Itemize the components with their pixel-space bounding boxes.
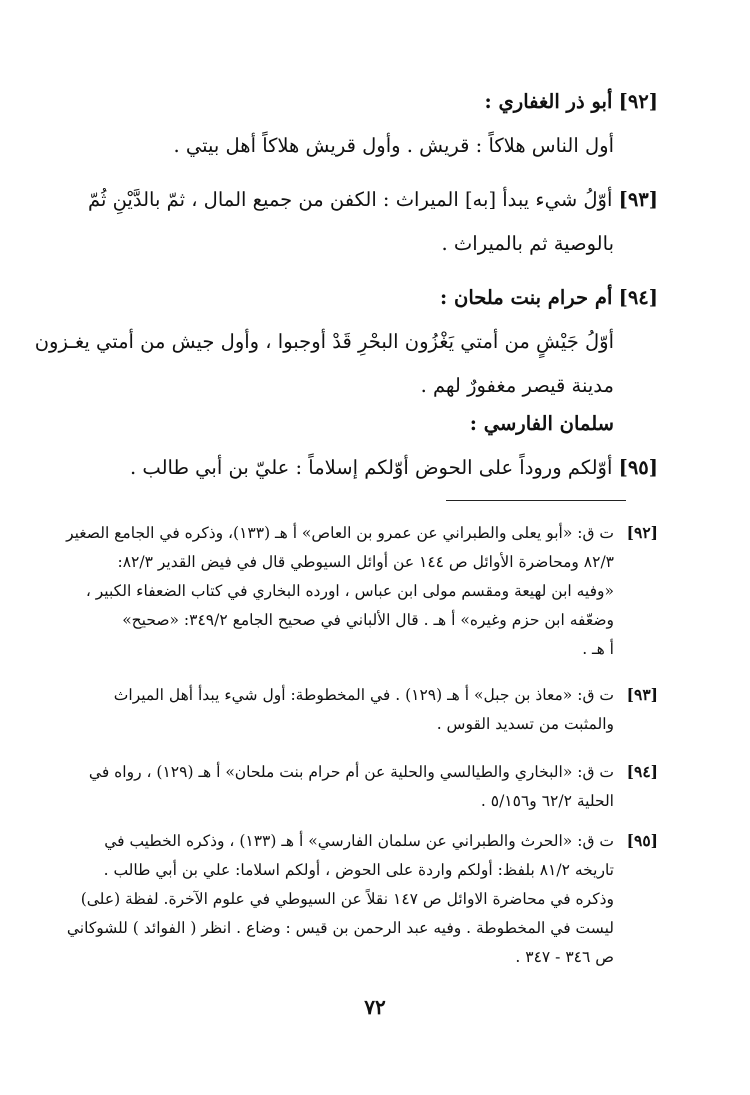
entry-93-first-line: [68, 178, 658, 222]
entry-text-line: أول الناس هلاكاً : قريش . وأول قريش هلاكاً أهل بيتي .: [173, 134, 614, 157]
footnote-line: تاريخه ٨١/٢ بلفظ: أولكم واردة على الحوض ، أولكم اسلاما: علي بن أبي طالب .: [103, 861, 614, 879]
footnote-94: [68, 757, 658, 816]
footnote-line: ص ٣٤٦ - ٣٤٧ .: [515, 948, 614, 966]
footnote-first-line: [68, 680, 658, 710]
entry-text: أوّلكم وروداً على الحوض أوّلكم إسلاماً : عليّ بن أبي طالب .: [130, 456, 613, 479]
entry-heading: أم حرام بنت ملحان :: [440, 286, 613, 309]
footnote-first-line: [68, 518, 658, 548]
entry-92-header: [68, 80, 658, 124]
footnote-number: [٩٢]: [626, 523, 658, 542]
footnote-text: ت ق: «معاذ بن جبل» أ هـ (١٢٩) . في المخطوطة: أول شيء يبدأ أهل الميراث: [113, 686, 614, 704]
entry-text-line: أوّلُ جَيْشٍ من أمتي يَغْزُون البحْرِ قَدْ أوجبوا ، وأول جيش من أمتي يغـزون: [34, 330, 614, 353]
footnote-number: [٩٥]: [626, 831, 658, 850]
footnote-number: [٩٤]: [626, 762, 658, 781]
entry-number: [٩٣]: [618, 188, 658, 211]
entry-text-line: مدينة قيصر مغفورٌ لهم .: [420, 374, 614, 397]
entry-number: [٩٤]: [618, 286, 658, 309]
footnote-text: ت ق: «البخاري والطيالسي والحلية عن أم حرام بنت ملحان» أ هـ (١٢٩) ، رواه في: [88, 763, 614, 781]
footnote-line: الحلية ٦٢/٢ و٥/١٥٦ .: [480, 792, 614, 810]
footnote-line: والمثبت من تسديد القوس .: [436, 715, 614, 733]
footnote-93: [68, 680, 658, 739]
entry-text-line: بالوصية ثم بالميراث .: [441, 232, 614, 255]
footnote-line: وضعّفه ابن حزم وغيره» أ هـ . قال الألباني في صحيح الجامع ٣٤٩/٢: «صحيح»: [122, 611, 614, 629]
footnote-number: [٩٣]: [626, 685, 658, 704]
footnote-line: ليست في المخطوطة . وفيه عبد الرحمن بن قيس : وضاع . انظر ( الفوائد ) للشوكاني: [66, 919, 614, 937]
entry-heading: [68, 402, 658, 446]
footnote-first-line: [68, 757, 658, 787]
entry-95: [68, 402, 658, 490]
footnote-text: ت ق: «أبو يعلى والطبراني عن عمرو بن العاص» أ هـ (١٣٣)، وذكره في الجامع الصغير: [66, 524, 614, 542]
footnote-92: [68, 518, 658, 664]
footnote-line: ٨٢/٣ ومحاضرة الأوائل ص ١٤٤ عن أوائل السيوطي قال في فيض القدير ٨٢/٣:: [117, 553, 614, 571]
entry-95-first-line: [68, 446, 658, 490]
entry-94: [34, 276, 658, 408]
footnote-divider: [446, 500, 626, 501]
footnote-line: وذكره في محاضرة الاوائل ص ١٤٧ نقلاً عن السيوطي في علوم الآخرة. لفظة (على): [80, 890, 614, 908]
entry-heading-text: سلمان الفارسي :: [469, 412, 614, 435]
footnote-95: [68, 826, 658, 972]
entry-text: أوّلُ شيء يبدأ [به] الميراث : الكفن من جميع المال ، ثمّ بالدَّيْنِ ثُمّ: [87, 188, 613, 211]
footnote-line: «وفيه ابن لهيعة ومقسم مولى ابن عباس ، اورده البخاري في كتاب الضعفاء الكبير ،: [85, 582, 614, 600]
entry-92: [68, 80, 658, 168]
entry-number: [٩٥]: [618, 456, 658, 479]
entry-heading: أبو ذر الغفاري :: [484, 90, 613, 113]
entry-number: [٩٢]: [618, 90, 658, 113]
footnote-first-line: [68, 826, 658, 856]
footnote-text: ت ق: «الحرث والطبراني عن سلمان الفارسي» أ هـ (١٣٣) ، وذكره الخطيب في: [104, 832, 614, 850]
entry-94-header: [68, 276, 658, 320]
footnote-line: أ هـ .: [582, 640, 614, 658]
page-number: ٧٢: [364, 995, 386, 1019]
entry-93: [68, 178, 658, 266]
